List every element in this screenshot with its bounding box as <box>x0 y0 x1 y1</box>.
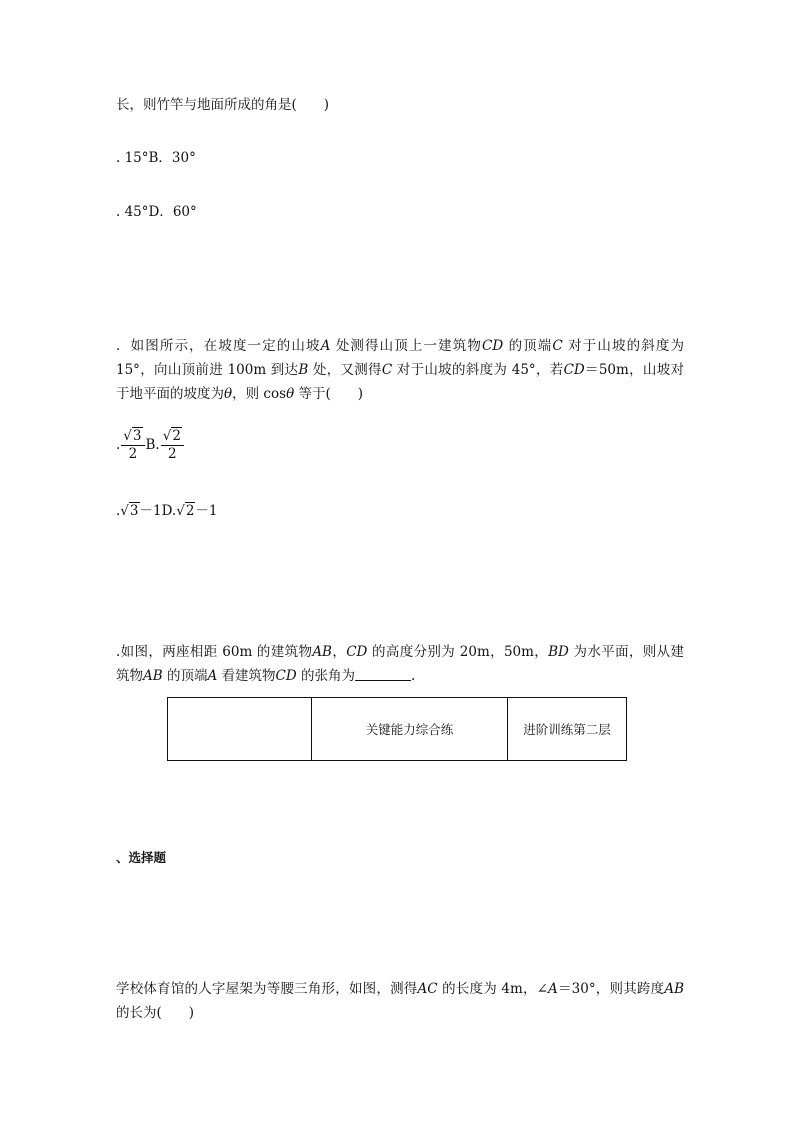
question-stem-tail: 长，则竹竿与地面所成的角是( ) <box>116 97 330 113</box>
options-row-2: . 45°D．60° <box>116 204 197 220</box>
question-roof-stem: 学校体育馆的人字屋架为等腰三角形，如图，测得AC 的长度为 4m，∠A＝30°，则其跨度AB 的长为( ) <box>116 981 684 1021</box>
options-row-radicals: .√3－1D.√2－1 <box>116 503 218 519</box>
header-cell-advanced: 进阶训练第二层 <box>508 698 627 761</box>
section-header-table <box>167 697 627 761</box>
question-slope-stem: ．如图所示，在坡度一定的山坡A 处测得山顶上一建筑物CD 的顶端C 对于山坡的斜度为 15°，向山顶前进 100m 到达B 处，又测得C 对于山坡的斜度为 45°，若CD＝50m，山坡对于地平面的坡度为θ，则 cosθ 等于( ) <box>116 338 684 402</box>
question-buildings-stem: .如图，两座相距 60m 的建筑物AB，CD 的高度分别为 20m，50m，BD 为水平面，则从建筑物AB 的顶端A 看建筑物CD 的张角为 . <box>116 644 685 684</box>
section-title: 、选择题 <box>116 850 167 865</box>
options-row-1: . 15°B．30° <box>116 150 196 166</box>
header-cell-empty <box>168 698 312 761</box>
header-cell-comprehensive: 关键能力综合练 <box>312 698 508 761</box>
option-a-fraction: $\frac{√3}{2}$ <box>121 428 144 463</box>
option-b-fraction: $\frac{√2}{2}$ <box>161 428 184 463</box>
options-row-fractions: . $\frac{√3}{2}$ B. $\frac{√2}{2}$ <box>116 428 185 463</box>
answer-blank <box>355 666 411 681</box>
